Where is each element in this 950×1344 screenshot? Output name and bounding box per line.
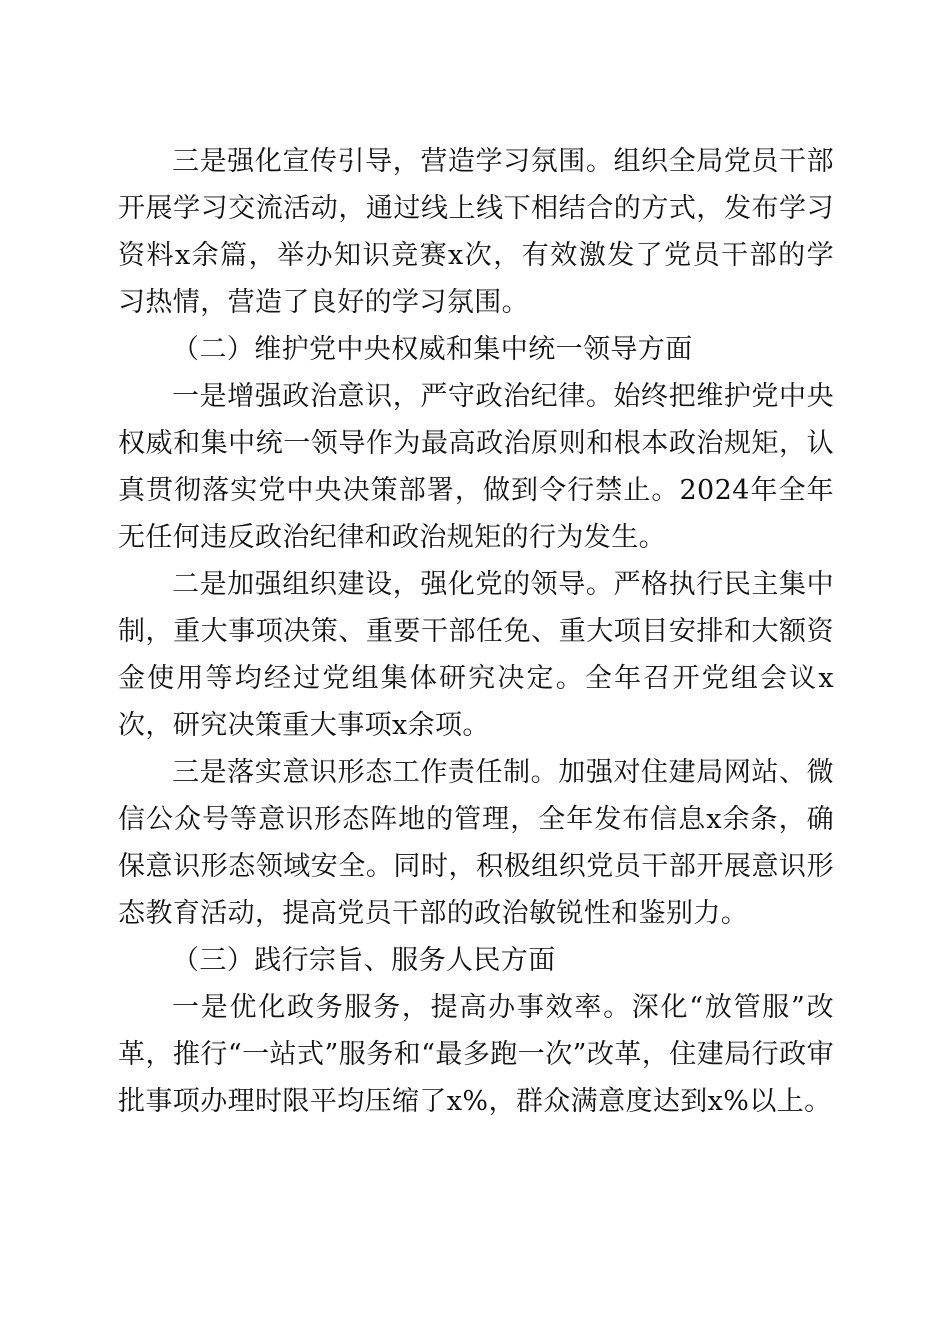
section-heading-2: （二）维护党中央权威和集中统一领导方面 bbox=[172, 334, 693, 365]
section-heading-3: （三）践行宗旨、服务人民方面 bbox=[172, 945, 556, 976]
paragraph-political-awareness: 一是增强政治意识，严守政治纪律。始终把维护党中央权威和集中统一领导作为最高政治原则和根本政治规矩，认真贯彻落实党中央决策部署，做到令行禁止。2024年全年无任何违反政治纪律和政治规矩的行为发生。 bbox=[118, 381, 834, 553]
paragraph-government-services: 一是优化政务服务，提高办事效率。深化“放管服”改革，推行“一站式”服务和“最多跑一次”改革，住建局行政审批事项办理时限平均压缩了x%，群众满意度达到x%以上。 bbox=[118, 992, 834, 1117]
paragraph-publicity: 三是强化宣传引导，营造学习氛围。组织全局党员干部开展学习交流活动，通过线上线下相结合的方式，发布学习资料x余篇，举办知识竞赛x次，有效激发了党员干部的学习热情，营造了良好的学习氛围。 bbox=[118, 146, 834, 318]
paragraph-ideology: 三是落实意识形态工作责任制。加强对住建局网站、微信公众号等意识形态阵地的管理，全年发布信息x余条，确保意识形态领域安全。同时，积极组织党员干部开展意识形态教育活动，提高党员干部的政治敏锐性和鉴别力。 bbox=[118, 757, 834, 929]
paragraph-organization: 二是加强组织建设，强化党的领导。严格执行民主集中制，重大事项决策、重要干部任免、重大项目安排和大额资金使用等均经过党组集体研究决定。全年召开党组会议x次，研究决策重大事项x余项。 bbox=[118, 569, 834, 741]
document-page bbox=[118, 138, 834, 1125]
